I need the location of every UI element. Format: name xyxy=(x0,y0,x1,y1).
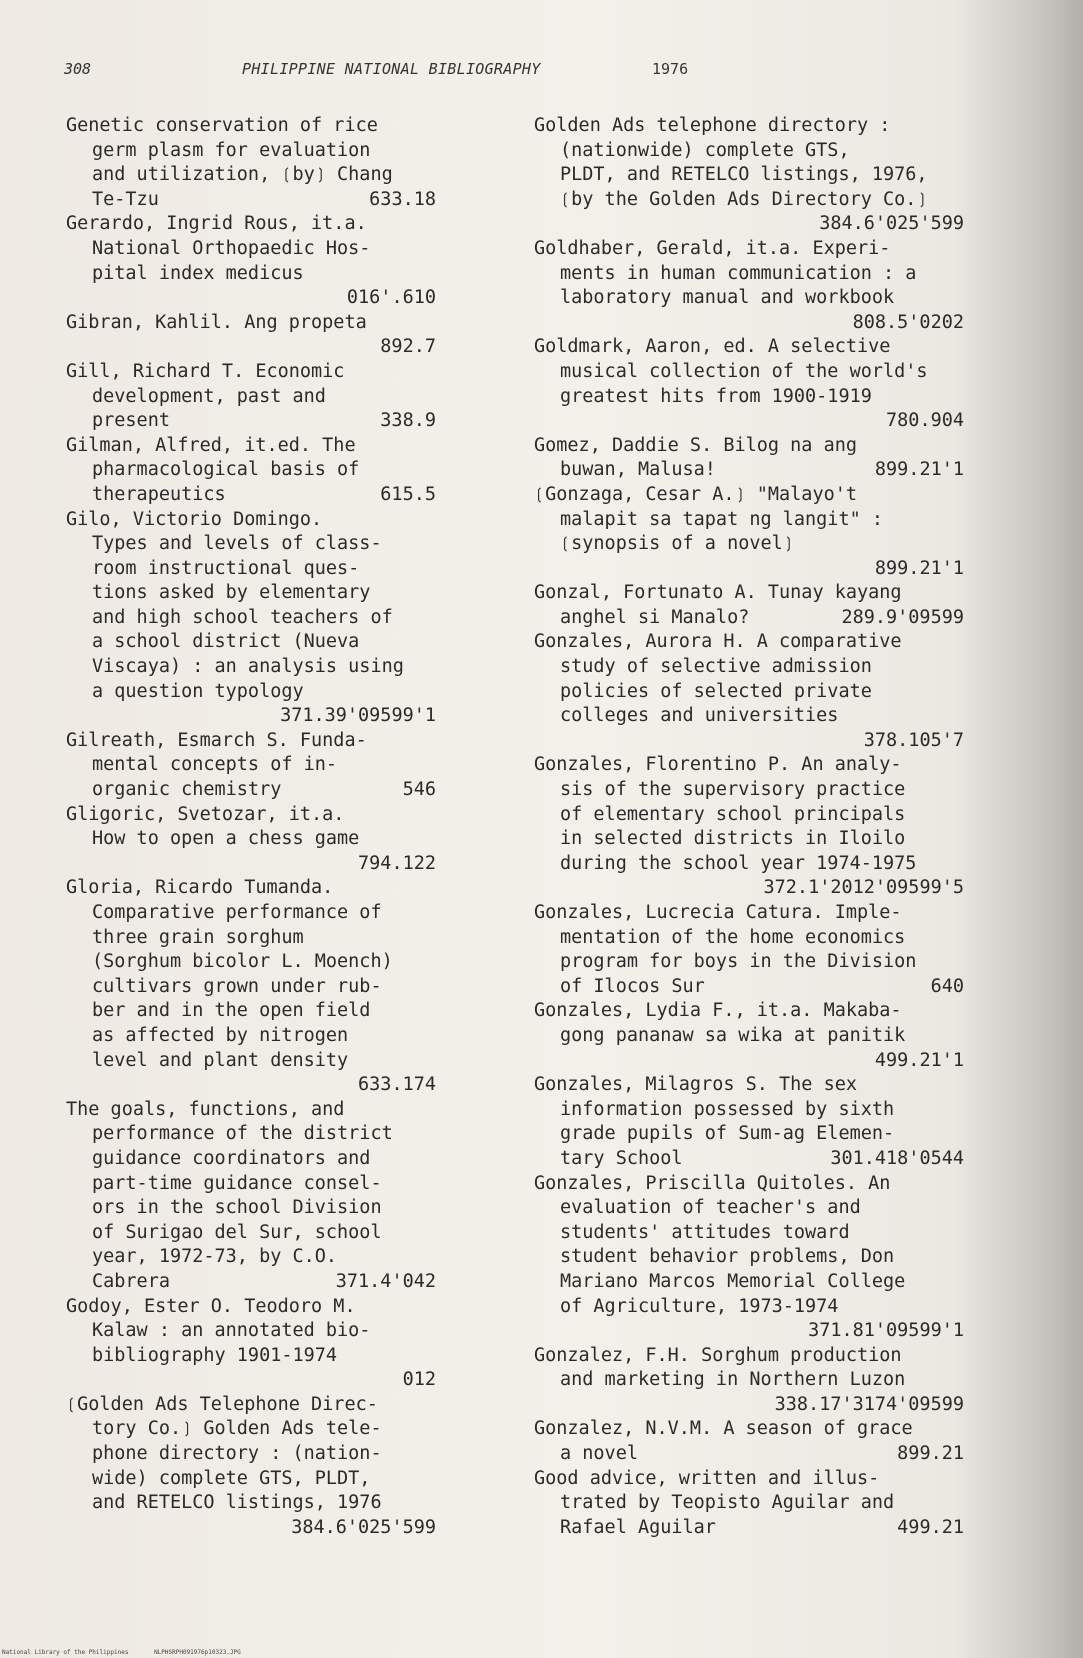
right-column xyxy=(534,114,964,1540)
bibliography-entry xyxy=(534,901,964,999)
entry-text: Gilo, Victorio Domingo. Types and levels of class- room instructional ques- tions asked by elementary and high school teachers of a school district (Nueva Viscaya) : an analysis using a question typology xyxy=(66,508,404,702)
classification-number: 372.1'2012'09599'5 xyxy=(763,877,964,899)
entry-text: Gonzales, Florentino P. An analy- sis of the supervisory practice of elementary school principals in selected districts in Iloilo during the school year 1974-1975 xyxy=(534,754,917,874)
classification-number: 371.81'09599'1 xyxy=(808,1320,964,1342)
classification-number: 633.18 xyxy=(369,188,436,210)
entry-text: Gligoric, Svetozar, it.a. How to open a chess game xyxy=(66,803,360,850)
bibliography-entry xyxy=(534,581,964,630)
entry-text: Gill, Richard T. Economic development, past and present xyxy=(66,360,345,432)
entry-text: Gilman, Alfred, it.ed. The pharmacological basis of therapeutics xyxy=(66,434,360,505)
entry-text: Good advice, written and illus- trated by Teopisto Aguilar and Rafael Aguilar xyxy=(534,1467,895,1538)
bibliography-entry xyxy=(66,508,436,729)
scan-footer xyxy=(2,1649,263,1656)
bibliography-entry xyxy=(66,1098,436,1295)
entry-text: Golden Ads telephone directory : (nationwide) complete GTS, PLDT, and RETELCO listings, 1976, ❲by the Golden Ads Directory Co.❳ xyxy=(534,115,928,210)
classification-number: 384.6'025'599 xyxy=(819,213,964,235)
bibliography-entry xyxy=(534,753,964,901)
entry-text: ❲Gonzaga, Cesar A.❳ "Malayo't malapit sa tapat ng langit" : ❲synopsis of a novel❳ xyxy=(534,483,884,555)
entry-text: Gibran, Kahlil. Ang propeta xyxy=(66,311,367,333)
classification-number: 633.174 xyxy=(358,1074,436,1096)
running-year: 1976 xyxy=(652,60,689,78)
left-column xyxy=(66,114,436,1540)
entry-text: Gonzales, Priscilla Quitoles. An evaluation of teacher's and students' attitudes toward student behavior problems, Don Mariano Marcos Memorial College of Agriculture, 1973-1974 xyxy=(534,1172,906,1317)
bibliography-entry xyxy=(534,237,964,335)
entry-text: Gonzalez, F.H. Sorghum production and marketing in Northern Luzon xyxy=(534,1344,906,1391)
classification-number: 899.21'1 xyxy=(874,557,964,579)
entry-text: Gilreath, Esmarch S. Funda- mental concepts of in- organic chemistry xyxy=(66,729,367,801)
bibliography-entry xyxy=(534,1467,964,1541)
bibliography-entry xyxy=(534,1344,964,1418)
entry-text: Gomez, Daddie S. Bilog na ang buwan, Malusa! xyxy=(534,434,858,481)
bibliography-entry xyxy=(534,1417,964,1466)
entry-text: Gonzalez, N.V.M. A season of grace a novel xyxy=(534,1418,913,1465)
bibliography-entry xyxy=(66,729,436,803)
classification-number: 384.6'025'599 xyxy=(291,1516,436,1538)
footer-library: National Library of the Philippines xyxy=(2,1649,129,1656)
classification-number: 808.5'0202 xyxy=(852,311,964,333)
classification-number: 289.9'09599 xyxy=(841,606,964,628)
bibliography-entry xyxy=(534,483,964,581)
classification-number: 012 xyxy=(402,1369,436,1391)
classification-number: 499.21'1 xyxy=(874,1049,964,1071)
running-title: PHILIPPINE NATIONAL BIBLIOGRAPHY xyxy=(242,60,541,78)
classification-number: 615.5 xyxy=(380,483,436,505)
bibliography-entry xyxy=(66,1295,436,1393)
classification-number: 892.7 xyxy=(380,336,436,358)
entry-text: ❲Golden Ads Telephone Direc- tory Co.❳ Golden Ads tele- phone directory : (nation- wide) complete GTS, PLDT, and RETELCO listings, 1976 xyxy=(66,1393,382,1514)
bibliography-entry xyxy=(534,1073,964,1171)
entry-text: Genetic conservation of rice germ plasm for evaluation and utilization, ❲by❳ Chang Te-Tzu xyxy=(66,115,393,210)
classification-number: 794.122 xyxy=(358,852,436,874)
classification-number: 378.105'7 xyxy=(863,729,964,751)
bibliography-entry xyxy=(66,1393,436,1541)
bibliography-entry xyxy=(66,876,436,1097)
bibliography-entry xyxy=(534,630,964,753)
classification-number: 371.4'042 xyxy=(335,1270,436,1292)
entry-text: Gonzales, Aurora H. A comparative study of selective admission policies of selected private colleges and universities xyxy=(534,631,902,727)
bibliography-entry xyxy=(66,434,436,508)
entry-text: The goals, functions, and performance of the district guidance coordinators and part-time guidance consel- ors in the school Division of Surigao del Sur, school year, 1972-73, by C.O. Cabrera xyxy=(66,1098,393,1292)
bibliography-entry xyxy=(66,360,436,434)
classification-number: 780.904 xyxy=(886,410,964,432)
bibliography-entry xyxy=(66,212,436,310)
entry-text: Godoy, Ester O. Teodoro M. Kalaw : an annotated bio- bibliography 1901-1974 xyxy=(66,1295,371,1366)
entry-text: Gonzales, Milagros S. The sex information possessed by sixth grade pupils of Sum-ag Elemen- tary School xyxy=(534,1074,895,1169)
bibliography-entry xyxy=(66,311,436,360)
classification-number: 301.418'0544 xyxy=(830,1147,964,1169)
entry-text: Gonzal, Fortunato A. Tunay kayang anghel si Manalo? xyxy=(534,582,902,628)
bibliography-entry xyxy=(534,1172,964,1344)
entry-text: Gloria, Ricardo Tumanda. Comparative performance of three grain sorghum (Sorghum bicolor L. Moench) cultivars grown under rub- ber and in the open field as affected by nitrogen level and plant density xyxy=(66,877,393,1071)
entry-text: Gerardo, Ingrid Rous, it.a. National Orthopaedic Hos- pital index medicus xyxy=(66,213,371,284)
classification-number: 499.21 xyxy=(897,1516,964,1538)
classification-number: 338.9 xyxy=(380,410,436,432)
bibliography-entry xyxy=(534,999,964,1073)
classification-number: 016'.610 xyxy=(346,287,436,309)
entry-text: Goldmark, Aaron, ed. A selective musical collection of the world's greatest hits from 1900-1919 xyxy=(534,336,928,407)
classification-number: 899.21'1 xyxy=(874,459,964,481)
classification-number: 640 xyxy=(930,975,964,997)
bibliography-entry xyxy=(534,114,964,237)
bibliography-entry xyxy=(66,114,436,212)
bibliography-entry xyxy=(66,803,436,877)
entry-text: Goldhaber, Gerald, it.a. Experi- ments in human communication : a laboratory manual and workbook xyxy=(534,237,917,309)
footer-file: NLPHSRPH091976p10323.JPG xyxy=(154,1649,241,1656)
page-number: 308 xyxy=(64,60,92,78)
bibliography-entry xyxy=(534,335,964,433)
classification-number: 546 xyxy=(402,779,436,801)
entry-text: Gonzales, Lydia F., it.a. Makaba- gong pananaw sa wika at panitik xyxy=(534,1000,906,1046)
classification-number: 899.21 xyxy=(897,1443,964,1465)
classification-number: 371.39'09599'1 xyxy=(280,705,436,727)
entry-text: Gonzales, Lucrecia Catura. Imple- mentation of the home economics program for boys in the Division of Ilocos Sur xyxy=(534,902,917,997)
classification-number: 338.17'3174'09599 xyxy=(774,1393,964,1415)
bibliography-entry xyxy=(534,434,964,483)
